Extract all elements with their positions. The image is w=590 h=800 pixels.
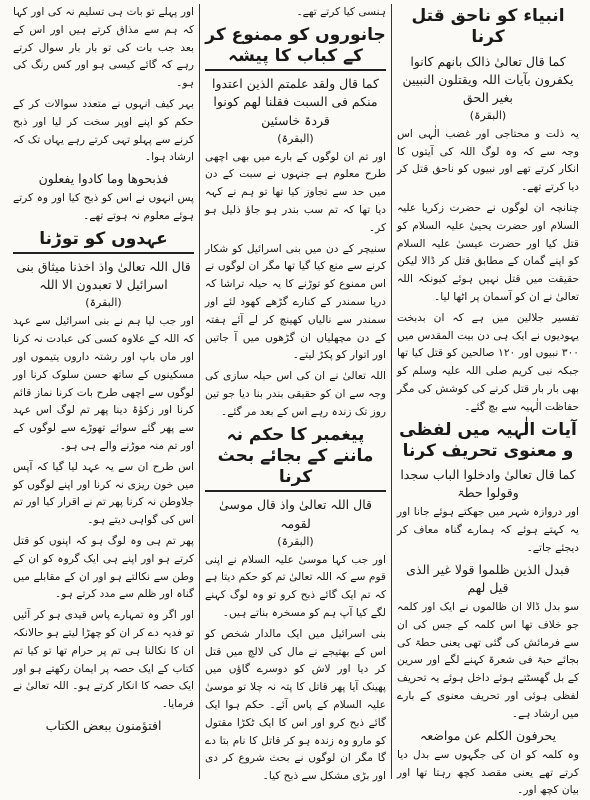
- column-right: [392, 4, 584, 797]
- body-paragraph: اور تم ان لوگوں کے بارے میں بھی اچھی طرح معلوم ہے جنہوں نے سبت کے دن میں حد سے تجاوز کیا تھا تو ہم نے کہہ دیا تھا کہ تم سب بندر ہو جاؤ ذلیل ہو کر۔: [205, 150, 386, 234]
- column-left: [8, 4, 200, 779]
- section-heading: آیات الٰہیہ میں لفظی و معنوی تحریف کرنا: [399, 419, 577, 461]
- column-middle: [200, 4, 392, 783]
- body-paragraph: اور جب کہا موسیٰ علیہ السلام نے اپنی قوم سے کہ اللہ تعالیٰ تم کو حکم دیتا ہے کہ تم ایک گائے ذبح کرو تو وہ لوگ کہنے لگے کیا آپ ہم کو مسخرہ بناتے ہیں۔: [205, 553, 386, 620]
- body-paragraph: بنی اسرائیل میں ایک مالدار شخص کو اس کے بھتیجے نے مال کی لالچ میں قتل کر دیا اور لاش کو دوسرے گاؤں میں پھینک آیا پھر قاتل کا پتہ نہ چلا تو موسیٰ علیہ السلام کے پاس آئے۔ حکم ہوا ایک گائے ذبح کرو اور اس کا ایک ٹکڑا مقتول کو مارو وہ زندہ ہو کر قاتل کا نام بتا دے گا مگر ان لوگوں نے بحث شروع کر دی اور بڑی مشکل سے ذبح کیا۔: [205, 627, 386, 783]
- section-heading: انبیاء کو ناحق قتل کرنا: [411, 6, 565, 48]
- body-paragraph: اور پہلے تو بات ہی تسلیم نہ کی اور کہا کہ ہم سے مذاق کرتے ہیں اور اس کے بعد جب بات کی تو بار بار سوال کرتے رہے کہ گائے کیسی ہو اور کس رنگ کی ہو۔: [13, 6, 194, 90]
- body-paragraph: ہنسی کیا کرتے تھے۔: [296, 6, 386, 18]
- verse-reference: (البقرۃ): [277, 131, 314, 145]
- body-paragraph: وہ کلمہ کو ان کی جگہوں سے بدل دیا کرتے تھے یعنی مقصد کچھ رہتا تھا اور بیان کچھ اور۔: [397, 748, 579, 797]
- verse-quote: فذبحوھا وما کادوا یفعلون: [38, 171, 169, 187]
- verse-quote: قال اللہ تعالیٰ واذ اخذنا میثاق بنی اسرائیل لا تعبدون الا اللہ: [16, 259, 191, 293]
- body-paragraph: پھر تم ہی وہ لوگ ہو کہ اپنوں کو قتل کرتے ہو اور اپنے ہی ایک گروہ کو ان کے وطن سے نکالتے ہو اور ان کے مقابلے میں گناہ اور ظلم سے مدد کرتے ہو۔: [13, 534, 194, 601]
- verse-quote: یحرفون الکلم عن مواضعہ: [419, 727, 557, 743]
- body-paragraph: چنانچہ ان لوگوں نے حضرت زکریا علیہ السلام اور حضرت یحییٰ علیہ السلام کو قتل کیا اور حضرت عیسیٰ علیہ السلام کو اپنے گمان کے مطابق قتل کر ڈالا لیکن حقیقت میں قتل نہیں ہوئے کیونکہ اللہ تعالیٰ نے ان کو آسمان پر اٹھا لیا۔: [397, 202, 579, 304]
- verse-quote: کما قال تعالیٰ ذالک بانھم کانوا یکفرون بآیات اللہ ویقتلون النبیین بغیر الحق: [402, 53, 574, 105]
- body-paragraph: تفسیر جلالین میں ہے کہ ان بدبخت یہودیوں نے ایک ہی دن بیت المقدس میں ۳۰۰ نبیوں اور ۱۲۰ صالحین کو قتل کیا تھا جبکہ نبی کریم صلی اللہ علیہ وسلم کو بھی بار بار قتل کرنے کی کوشش کی مگر حفاظت الٰہیہ سے بچ گئے۔: [397, 311, 579, 413]
- section-heading: پیغمبر کا حکم نہ ماننے کے بجائے بحث کرنا: [205, 425, 386, 493]
- body-paragraph: اور جب لیا ہم نے بنی اسرائیل سے عہد کہ اللہ کے علاوہ کسی کی عبادت نہ کرنا اور ماں باپ اور رشتہ داروں یتیموں اور مسکینوں کے ساتھ حسن سلوک کرنا اور لوگوں سے اچھی طرح بات کرنا نماز قائم کرنا اور زکوٰۃ دینا پھر تم لوگ اس عہد سے پھر گئے سوائے تھوڑے سے لوگوں کے اور تم منہ موڑنے والے ہی ہو۔: [13, 315, 194, 452]
- verse-quote: کما قال تعالیٰ وادخلوا الباب سجدا وقولوا حطۃ: [400, 467, 576, 501]
- body-paragraph: سو بدل ڈالا ان ظالموں نے ایک اور کلمہ جو خلاف تھا اس کلمہ کے جس کی ان سے فرمائش کی گئی تھی یعنی حطۃ کی بجائے حبۃ فی شعرۃ کہنے لگے اور سرین کے بل گھسٹتے ہوئے داخل ہوئے یہ تحریف لفظی ہوئی اور تحریف معنوی کے بارے میں ارشاد ہے۔: [397, 601, 579, 720]
- verse-quote: کما قال ولقد علمتم الذین اعتدوا منکم فی السبت فقلنا لھم کونوا قردۃ خاسئین: [212, 76, 379, 128]
- verse-reference: (البقرۃ): [469, 108, 507, 122]
- body-paragraph: یہ ذلت و محتاجی اور غضب الٰہی اس وجہ سے کہ وہ لوگ اللہ کی آیتوں کا انکار کرتے تھے اور نبیوں کو ناحق قتل کر دیا کرتے تھے۔: [397, 127, 579, 194]
- verse-reference: (البقرۃ): [85, 296, 122, 310]
- verse-quote: فبدل الذین ظلموا قولا غیر الذی قیل لھم: [406, 561, 570, 595]
- body-paragraph: بہر کیف انہوں نے متعدد سوالات کر کے حکم کو اپنے اوپر سخت کر لیا اور ذبح کرنے سے پہلو تہی کرتے رہے یہاں تک کہ ارشاد ہوا۔: [13, 97, 194, 164]
- body-paragraph: پس انہوں نے اس کو ذبح کیا اور وہ کرتے ہوئے معلوم نہ ہوتے تھے۔: [13, 192, 194, 223]
- section-heading: عہدوں کو توڑنا: [13, 229, 194, 254]
- verse-quote: افتؤمنون ببعض الکتاب: [45, 717, 162, 733]
- body-paragraph: سنیچر کے دن میں بنی اسرائیل کو شکار کرنے سے منع کیا گیا تھا مگر ان لوگوں نے اس ممنوع کو توڑنے کا یہ حیلہ تراشا کہ دریا سمندر کے کنارے گڑھے کھود لئے اور سمندر سے نالیاں کھینچ کر لے آئے ہفتہ کے دن مچھلیاں ان گڑھوں میں آ جاتیں اور اتوار کو پکڑ لیتے۔: [205, 242, 386, 362]
- verse-reference: (البقرۃ): [277, 534, 314, 548]
- verse-quote: قال اللہ تعالیٰ واذ قال موسیٰ لقومہ: [218, 497, 372, 531]
- body-paragraph: اور اگر وہ تمہارے پاس قیدی ہو کر آئیں تو فدیہ دے کر ان کو چھڑا لیتے ہو حالانکہ ان کا نکالنا ہی تم پر حرام تھا تو کیا تم کتاب کے ایک حصہ پر ایمان رکھتے ہو اور ایک حصہ کا انکار کرتے ہو۔ اللہ تعالیٰ نے فرمایا۔: [13, 609, 194, 711]
- body-paragraph: اور دروازہ شہر میں جھکتے ہوئے جانا اور یہ کہتے ہوئے کہ ہمارے گناہ معاف کر دیجئے جاتے۔: [397, 506, 579, 554]
- section-heading: جانوروں کو ممنوع کر کے کباب کا پیشہ: [205, 25, 386, 72]
- body-paragraph: اللہ تعالیٰ نے ان کی اس حیلہ سازی کی وجہ سے ان کو حقیقی بندر بنا دیا جو تین روز تک زندہ رہے اس کے بعد مر گئے۔: [205, 370, 386, 418]
- body-paragraph: اس طرح ان سے یہ عہد لیا گیا کہ آپس میں خون ریزی نہ کرنا اور اپنے لوگوں کو جلاوطن نہ کرنا پھر تم نے اقرار کیا اور تم اس کی گواہی دیتے ہو۔: [13, 460, 194, 527]
